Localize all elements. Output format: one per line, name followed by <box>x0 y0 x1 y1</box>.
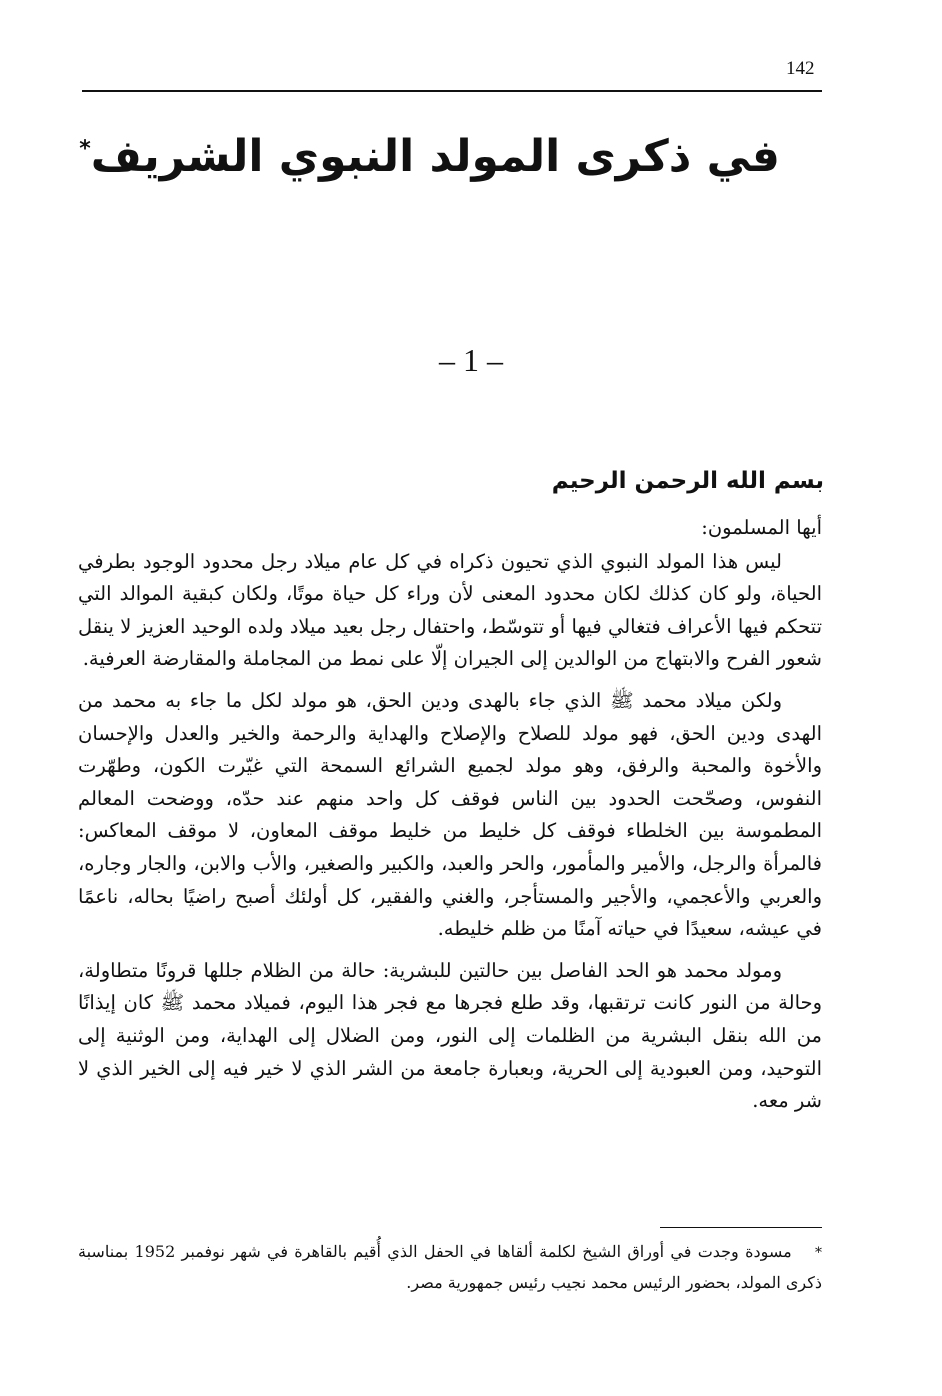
section-number: – 1 – <box>439 342 503 378</box>
body-text <box>78 512 822 1127</box>
greeting: أيها المسلمون: <box>701 516 822 539</box>
paragraph-3: ومولد محمد هو الحد الفاصل بين حالتين للبشرية: حالة من الظلام جللها قرونًا متطاولة، وحالة من النور كانت ترتقبها، وقد طلع فجرها مع فجر هذا اليوم، فميلاد محمد ﷺ كان إيذانًا من الله بنقل البشرية من الظلمات إلى النور، ومن الضلال إلى الهداية، ومن الوثنية إلى التوحيد، ومن العبودية إلى الحرية، وبعبارة جامعة من الشر الذي لا خير فيه إلى الخير الذي لا شر معه. <box>78 958 822 1113</box>
page-number: 142 <box>786 58 815 79</box>
basmala: بسم الله الرحمن الرحيم <box>551 468 824 494</box>
footnote <box>78 1237 822 1298</box>
header-rule <box>82 90 822 92</box>
chapter-title-text: في ذكرى المولد النبوي الشريف <box>90 131 780 182</box>
paragraph-1: ليس هذا المولد النبوي الذي تحيون ذكراه في كل عام ميلاد رجل محدود الوجود بطرفي الحياة، ولو كان كذلك لكان محدود المعنى لأن وراء كل حياة موتًا، ولكان كبقية الموالد التي تتحكم فيها الأعراف فتغالي فيها أو تتوسّط، واحتفال رجل بعيد ميلاد ولده الوحيد العزيز لا ينقل شعور الفرح والابتهاج من الوالدين إلى الجيران إلّا على نمط من المجاملة والمقارضة العرفية. <box>78 549 822 671</box>
footnote-marker: * <box>815 1245 823 1261</box>
paragraph-2: ولكن ميلاد محمد ﷺ الذي جاء بالهدى ودين الحق، هو مولد لكل ما جاء به محمد من الهدى ودين الحق، فهو مولد للصلاح والإصلاح والهداية والرحمة والخير والعدل والإحسان والأخوة والمحبة والرفق، وهو مولد لجميع الشرائع السمحة التي غيّرت الكون، وطهّرت النفوس، وصحّحت الحدود بين الناس فوقف كل واحد منهم عند حدّه، ووضحت المعالم المطموسة بين الخلطاء فوقف كل خليط من خليط موقف المعاون، لا موقف المعاكس: فالمرأة والرجل، والأمير والمأمور، والحر والعبد، والكبير والصغير، والأب والابن، والجار وجاره، والعربي والأعجمي، والأجير والمستأجر، والغني والفقير، كل أولئك أصبح راضيًا بحاله، ناعمًا في عيشه، سعيدًا في حياته آمنًا من ظلم خليطه. <box>78 688 822 941</box>
footnote-rule <box>660 1227 822 1228</box>
chapter-footnote-marker: * <box>79 136 91 162</box>
footnote-text: مسودة وجدت في أوراق الشيخ لكلمة ألقاها في الحفل الذي أُقيم بالقاهرة في شهر نوفمبر 1952 بمناسبة ذكرى المولد، بحضور الرئيس محمد نجيب رئيس جمهورية مصر. <box>78 1242 822 1292</box>
chapter-title <box>79 118 780 196</box>
